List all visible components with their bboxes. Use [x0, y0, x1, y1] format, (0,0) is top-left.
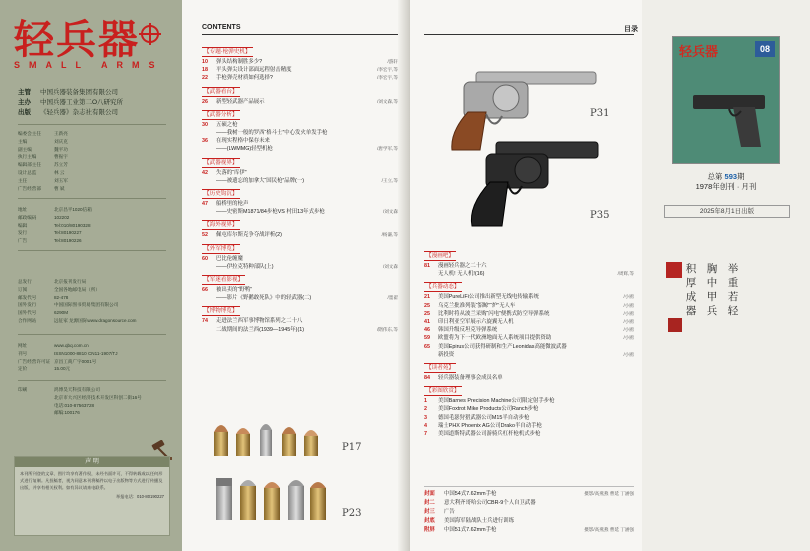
info-key: 广告 [18, 238, 28, 244]
copyright-notice [14, 456, 170, 536]
toc-title: 无人机! 无人机!(16) [438, 271, 485, 278]
toc-title: 失落的“库伊” [216, 169, 247, 176]
sponsor-block [18, 88, 178, 118]
info-row [18, 286, 178, 294]
toc-entry[interactable] [424, 262, 634, 270]
toc-section [202, 268, 398, 302]
info-row [18, 130, 178, 138]
toc-page-number: 3 [424, 414, 427, 421]
toc-section-title: 【军迷看影视】 [204, 277, 244, 283]
toc-author: /小鸥 [623, 310, 634, 316]
cover-credit-row [424, 508, 634, 516]
info-row [18, 146, 178, 154]
info-key: 邮政编码 [18, 214, 37, 220]
cover-credit-label: 封二 [424, 500, 435, 506]
info-row [18, 365, 178, 373]
info-row [18, 342, 178, 350]
toc-page-number: 46 [424, 327, 430, 334]
toc-page-number: 18 [202, 67, 208, 74]
toc-title: 轻兵器装备理事会成员名单 [438, 375, 503, 381]
toc-section-title: 【海外视界】 [204, 222, 238, 229]
info-key: 邮发代号 [18, 294, 37, 300]
info-value: 6290M [54, 310, 69, 316]
toc-title: ——我树一般的罗西“格斗士”中心发火单发手枪 [216, 130, 328, 136]
notice-body: 本刊所刊登的文章、图片均享有著作权，未经书面许可，不得转载或以任何形式进行复制。凡投稿者，视为同意本刊将稿件以电子出版物等方式进行传播及出版，并享有相关权利。如有异议请来电联系。 [20, 471, 163, 490]
toc-page-number: 36 [202, 138, 208, 145]
info-value: 15.00元 [54, 366, 71, 372]
red-seal-icon [668, 318, 682, 332]
toc-entry[interactable] [202, 286, 398, 294]
info-value: 曹振宇 [54, 154, 68, 160]
toc-section [202, 182, 398, 216]
toc-entry[interactable] [202, 66, 398, 74]
toc-entry[interactable] [424, 397, 634, 405]
toc-entry[interactable] [202, 317, 398, 325]
toc-author: /小鸥 [623, 335, 634, 341]
toc-page-number: 42 [202, 169, 208, 176]
divider [18, 334, 166, 335]
toc-page-number: 7 [424, 431, 427, 437]
info-row [18, 358, 178, 366]
toc-title: 美国Barnes Precision Machine公司限定射手步枪 [438, 398, 555, 405]
cover-credit-row [424, 517, 634, 525]
info-row [18, 222, 178, 230]
toc-title: 美国Foxtrot Mike Products公司Ranch步枪 [438, 406, 539, 413]
toc-page-number: 74 [202, 318, 208, 325]
cover-credit-row [424, 490, 634, 498]
cover-issue-badge: 08 [755, 41, 775, 57]
toc-entry[interactable] [424, 343, 634, 351]
info-key [18, 402, 54, 410]
bullets-photo-1 [206, 416, 336, 462]
toc-section-title: 【兵器动态】 [426, 284, 460, 291]
page-ref-p17: P17 [342, 442, 362, 453]
info-key: 总发行 [18, 279, 32, 284]
toc-author: /小鸥 [623, 302, 634, 308]
toc-title: ——史密斯M1871/84步枪VS 村田13年式步枪 [216, 209, 325, 216]
cover-credit-label: 封三 [424, 509, 435, 515]
info-row [18, 229, 178, 237]
toc-author: /周辉,等 [617, 271, 634, 277]
info-key: 副主编 [18, 146, 32, 152]
notice-phone: 举报电话：010-80190227 [116, 494, 164, 499]
toc-title: 船桥里的枪声 [216, 201, 249, 207]
notice-title: 声 明 [15, 457, 169, 467]
toc-page-number: 41 [424, 319, 430, 325]
cover-credit-label: 封面 [424, 491, 435, 497]
info-value: 邮编:100176 [54, 410, 80, 416]
divider [424, 486, 634, 487]
cover-credit-photographer: 摄影/高燕燕 曹延 丁涵强 [584, 491, 634, 496]
info-key: 设计总监 [18, 169, 37, 175]
red-seal-icon [666, 262, 682, 278]
issue-number-line: 总第 593期 [707, 172, 745, 181]
toc-author: /刘文森 [382, 263, 398, 269]
info-row [18, 350, 178, 358]
toc-entry[interactable] [202, 137, 398, 145]
toc-title: 新投资 [438, 351, 455, 358]
pistol-icon [693, 89, 777, 149]
distribution-list [18, 278, 178, 325]
info-key: 广告经营部 [18, 185, 41, 191]
toc-page-number: 25 [424, 302, 430, 309]
toc-title: 漫画轻兵器之二十六 [438, 263, 487, 269]
toc-page-number: 1 [424, 398, 427, 405]
info-key: 国外发行 [18, 302, 37, 308]
toc-page-number: 84 [424, 375, 430, 381]
info-row [18, 214, 178, 222]
sponsor-row: 主管 中国兵器装备集团有限公司 [18, 89, 118, 96]
info-value: 刘庆克 [54, 138, 68, 144]
toc-title: 瑞士PHX Phoenix AG公司Drako半自动手枪 [438, 422, 542, 429]
cover-credit-label: 封底 [424, 518, 435, 524]
header-rule [202, 34, 398, 35]
toc-page-number: 30 [202, 121, 208, 128]
info-value: 北京市大兴区经济技术开发区科创二街16号 [54, 394, 142, 400]
info-row [18, 177, 178, 185]
issue-total [660, 172, 792, 192]
divider [18, 250, 166, 251]
toc-page-number: 81 [424, 263, 430, 269]
toc-section [202, 40, 398, 83]
toc-entry[interactable] [202, 129, 398, 137]
info-row [18, 386, 178, 394]
info-row [18, 301, 178, 309]
info-key: 编委会主任 [18, 131, 41, 136]
toc-title: 德国毛瑟狩猎武器公司M15半自动步枪 [438, 414, 530, 421]
publication-date: 2025年8月1日出版 [664, 205, 790, 218]
info-value: 远征家 龙源国际www.dragonsource.com [54, 317, 137, 323]
toc-page-number: 22 [202, 75, 208, 82]
toc-title: 弹头结构制胜多少? [216, 59, 263, 65]
toc-section-title: 【读者苑】 [426, 365, 454, 371]
info-value: 电话:010-87563728 [54, 402, 95, 408]
toc-title: ——影片《野鹅敢死队》中的轻武器(二) [216, 295, 312, 302]
toc-page-number: 10 [202, 59, 208, 65]
toc-author: /李宏宇,等 [377, 75, 398, 81]
info-value: Tel:80190227 [54, 230, 82, 236]
toc-page-number: 25 [424, 310, 430, 317]
info-key [18, 394, 54, 402]
toc-title: 五硕之枪 [216, 121, 238, 128]
info-key: 印刷 [18, 387, 28, 392]
toc-entry[interactable] [424, 405, 634, 413]
toc-entry[interactable] [202, 169, 398, 177]
toc-section [424, 275, 634, 359]
toc-title: ——伊拉克特种部队(上) [216, 263, 274, 270]
toc-section [202, 237, 398, 271]
toc-title: 二战期间的法兰西(1939—1945年)(1) [216, 326, 305, 333]
toc-section [202, 103, 398, 154]
toc-author: /小鸥 [623, 319, 634, 324]
info-row [18, 409, 178, 417]
info-key: 订阅 [18, 286, 28, 292]
info-value: 曹 斌 [54, 185, 65, 191]
info-value: 林 云 [54, 169, 65, 175]
toc-author: /隋伟东,等 [377, 326, 398, 332]
cover-credit-title: 意大利齐哥哈公司CBR-9个人自卫武器 [444, 500, 536, 506]
info-key: 广告经营许可证 [18, 358, 51, 364]
toc-author: /王立,等 [381, 177, 398, 183]
sponsor-row: 出版 《轻兵器》杂志社有限公司 [18, 109, 118, 116]
page-ref-p31: P31 [590, 108, 610, 119]
toc-section-title: 【外军博览】 [204, 245, 238, 252]
info-value: 北京报刊发行局 [54, 279, 87, 284]
toc-title: 巴比伦缠魔 [216, 255, 243, 262]
poem-column-1: 举重若轻 [727, 263, 739, 317]
poem-column-3: 积厚成器 [685, 263, 697, 317]
info-value: 北京昌平1020信箱 [54, 207, 92, 212]
info-value: 中国国际图书贸易集团有限公司 [54, 302, 119, 308]
info-value: 102202 [54, 214, 70, 220]
toc-title: 韩国升级反坦克导弹系统 [438, 327, 498, 334]
toc-page-number: 52 [202, 232, 208, 239]
toc-page-number: 4 [424, 422, 427, 429]
poem-column-2: 胸中甲兵 [706, 263, 718, 317]
info-value: 京昌工商广字0001号 [54, 358, 97, 364]
masthead-panel [0, 0, 182, 551]
contact-list [18, 206, 178, 245]
toc-section-title: 【彩图欣赏】 [426, 388, 460, 395]
toc-section-title: 【武器看台】 [204, 88, 238, 95]
info-key: 合作网站 [18, 317, 37, 323]
toc-title: 佩屯库尔斯克争夺战评析(2) [216, 232, 282, 239]
toc-title: 被出卖的“野鸭” [216, 287, 252, 293]
info-key: 执行主编 [18, 154, 37, 160]
info-row [18, 394, 178, 402]
toc-entry[interactable] [202, 121, 398, 129]
info-key [18, 409, 54, 417]
info-key: 地址 [18, 207, 28, 212]
info-row [18, 169, 178, 177]
info-value: 鸿博昊天科技有限公司 [54, 387, 100, 392]
toc-entry[interactable] [202, 58, 398, 66]
toc-author: /刘文森 [382, 209, 398, 215]
toc-title: 美国道斯特武器公司游骑兵杠杆枪机式步枪 [438, 431, 541, 437]
toc-entry[interactable] [202, 200, 398, 208]
staff-list [18, 130, 178, 192]
toc-title: 手枪弹壳材质如何选择? [216, 75, 273, 82]
toc-title: 欧盟将为下一代欧洲地面无人系统项目提供资助 [438, 335, 552, 342]
page-ref-p23: P23 [342, 508, 362, 519]
toc-page-number: 21 [424, 294, 430, 301]
info-key: 定价 [18, 366, 28, 372]
cover-credit-title: 广告 [444, 509, 455, 515]
divider [18, 124, 166, 125]
toc-author: /游轩 [387, 59, 398, 64]
toc-entry[interactable] [424, 334, 634, 342]
number-list [18, 342, 178, 373]
toc-page-number: 66 [202, 287, 208, 293]
toc-section-title: 【武器视界】 [204, 159, 238, 166]
revolver-photo-2 [456, 136, 606, 232]
info-row [18, 138, 178, 146]
page-ref-p35: P35 [590, 210, 610, 221]
toc-section-title: 【武器分析】 [204, 111, 238, 118]
toc-title: ——(LWMMG)轻型机枪 [216, 146, 273, 153]
info-value: Tel:80190226 [54, 238, 82, 244]
toc-title: ——被遗忘的加拿大“国民枪”品牌(一) [216, 177, 305, 184]
info-row [18, 278, 178, 286]
toc-author: /小鸥 [623, 351, 634, 357]
info-value: www.qbq.com.cn [54, 343, 89, 348]
contents-header: CONTENTS [202, 24, 241, 31]
toc-title: 美国PureLiFi公司推出新型无线电传输系统 [438, 294, 539, 301]
toc-entry[interactable] [424, 414, 634, 422]
magazine-cover [672, 36, 780, 164]
toc-author: /小鸥 [623, 327, 634, 333]
toc-title: 乌克兰批准列装“貂鲸”“炉”无人车 [438, 302, 516, 309]
info-row [18, 185, 178, 193]
info-row [18, 153, 178, 161]
toc-section-title: 【漫画吧】 [426, 253, 454, 259]
toc-page-number: 59 [424, 335, 430, 342]
header-rule [424, 34, 634, 35]
toc-entry[interactable] [424, 302, 634, 310]
toc-section-title: 【博物博览】 [204, 308, 238, 315]
cover-credit-title: 美国海军陆战队士兵进行训练 [444, 518, 515, 524]
info-key: 刊号 [18, 350, 28, 356]
info-row [18, 161, 178, 169]
toc-author: /杨谦,等 [381, 232, 398, 238]
divider [18, 198, 166, 199]
cover-credit-title: 中国54式7.62mm手枪 [444, 491, 497, 497]
toc-author: /李宏宇,等 [377, 67, 398, 73]
logo-english: SMALL ARMS [14, 60, 164, 70]
cover-credit-row [424, 526, 634, 534]
logo-chinese: 轻兵器 [14, 16, 140, 63]
info-key: 编辑 [18, 222, 28, 228]
printing-list [18, 386, 178, 417]
divider [18, 380, 166, 381]
cover-credit-photographer: 摄影/高燕燕 曹延 丁涵强 [584, 527, 634, 532]
sponsor-row: 主办 中国兵器工业第二O八研究所 [18, 99, 124, 106]
toc-page-number: 65 [424, 343, 430, 350]
info-row [18, 294, 178, 302]
info-key: 编辑部主任 [18, 162, 41, 168]
info-key: 网址 [18, 343, 28, 348]
info-key: 主编 [18, 138, 28, 144]
toc-section [424, 379, 634, 438]
toc-entry[interactable] [424, 422, 634, 430]
info-key: 主任 [18, 177, 28, 183]
toc-section [424, 244, 634, 278]
mulu-header: 目录 [624, 26, 638, 33]
toc-section-title: 【专题·枪弹史机】 [204, 49, 251, 55]
toc-author: /唐学军,等 [377, 146, 398, 152]
cover-credit-row [424, 499, 634, 507]
toc-entry[interactable] [202, 326, 398, 334]
info-value: 王新亮 [54, 131, 68, 136]
toc-title: 在现实程格中保存未来 [216, 138, 270, 145]
toc-page-number: 47 [202, 201, 208, 207]
toc-title: 美国Epirus公司获得研制和生产Leonidas高能微波武器 [438, 343, 567, 350]
info-row [18, 317, 178, 325]
info-value: 82-478 [54, 294, 69, 300]
toc-section [202, 151, 398, 185]
toc-author: /刘文森,等 [377, 98, 398, 104]
cover-logo: 轻兵器 [679, 45, 719, 60]
bullets-photo-2 [206, 472, 336, 524]
toc-page-number: 26 [202, 98, 208, 105]
info-row [18, 402, 178, 410]
info-value: 刘玉军 [54, 177, 68, 183]
info-row [18, 206, 178, 214]
toc-page-number: 60 [202, 255, 208, 262]
toc-entry[interactable] [424, 318, 634, 326]
toc-entry[interactable] [202, 255, 398, 263]
toc-title: 平头弹尖设计部面远程射击精度 [216, 67, 292, 74]
crosshair-icon [138, 22, 162, 46]
info-key: 发行 [18, 230, 28, 236]
toc-title: 印日利亚空军展示六旋翼无人机 [438, 319, 514, 325]
cover-credit-title: 中国51式7.62mm手枪 [444, 527, 497, 533]
toc-page-number: 2 [424, 406, 427, 413]
toc-author: /小鸥 [623, 294, 634, 300]
toc-entry[interactable] [424, 326, 634, 334]
info-value: 全国各地邮电局（所） [54, 286, 100, 292]
info-row [18, 237, 178, 245]
info-row [18, 309, 178, 317]
toc-section [202, 299, 398, 333]
toc-entry[interactable] [424, 430, 634, 438]
info-value: 魏平功 [54, 146, 68, 152]
toc-entry[interactable] [424, 293, 634, 301]
info-value: 苏立芳 [54, 162, 68, 168]
info-key: 国外代号 [18, 310, 37, 316]
cover-credit-label: 附屏 [424, 527, 435, 533]
toc-title: 走进法兰西军事博物馆系列之二十八 [216, 318, 303, 325]
founded-line: 1978年创刊 · 月刊 [695, 182, 757, 191]
toc-section-title: 【历史钩沉】 [204, 191, 238, 197]
toc-author: /墨翟 [387, 295, 398, 301]
info-value: Tel:010/80190328 [54, 222, 91, 228]
toc-title: 比利时将从波兰采购“闪电”便携式防空导弹系统 [438, 310, 550, 317]
info-value: ISSN1000-8810 CN11-1907/TJ [54, 350, 118, 356]
toc-title: 新型轻武器产品展示 [216, 98, 265, 105]
toc-entry[interactable] [424, 310, 634, 318]
